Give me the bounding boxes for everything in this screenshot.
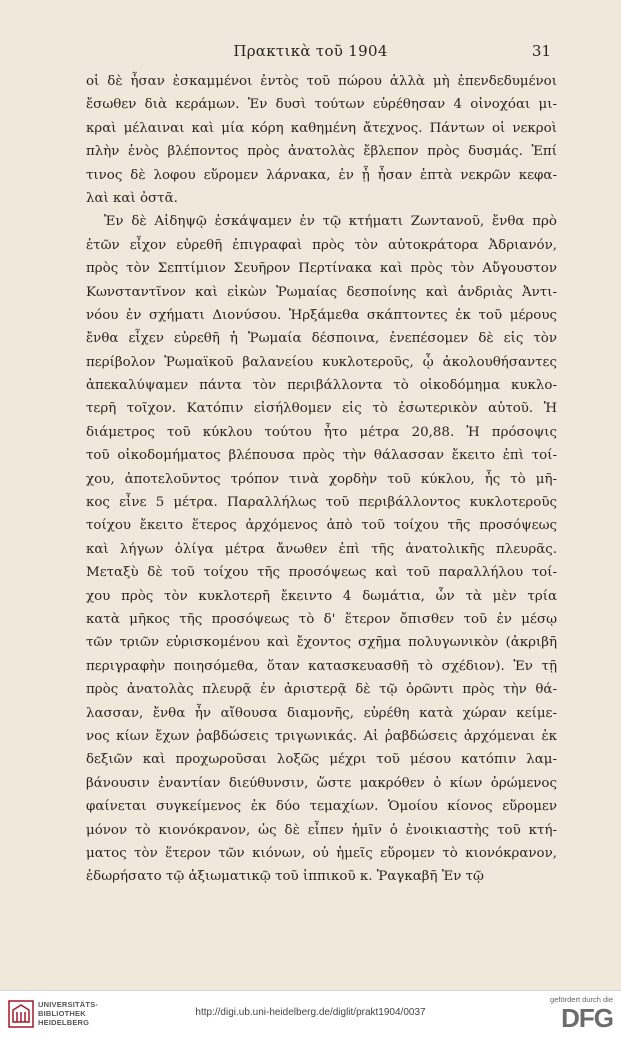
text-line: χου πρὸς τὸν κυκλοτερῆ ἔκειντο 4 δωμάτια, ὧν τὰ μὲν τρία xyxy=(86,588,557,604)
page-number: 31 xyxy=(531,42,551,60)
text-line: ἐτῶν εἶχον εὑρεθῆ ἐπιγραφαὶ πρὸς τὸν αὐτοκράτορα Ἀδριανόν, xyxy=(86,237,557,253)
library-name-line: BIBLIOTHEK xyxy=(38,1009,86,1018)
dfg-caption: gefördert durch die xyxy=(550,995,613,1004)
page-header xyxy=(0,42,621,64)
text-line: χου, ἀποτελοῦντος τρόπον τινὰ χορδὴν τοῦ κύκλου, ἧς τὸ μῆ- xyxy=(86,471,557,487)
source-url-link[interactable]: http://digi.ub.uni-heidelberg.de/diglit/prakt1904/0037 xyxy=(195,1007,426,1018)
text-line: βάνουσιν ἐναντίαν διεύθυνσιν, ὥστε μακρόθεν ὁ κίων ὁρώμενος xyxy=(86,775,557,791)
text-line: πρὸς ἀνατολὰς πλευρᾷ ἐν ἀριστερᾷ δὲ τῷ ὁρῶντι πρὸς τὴν θά- xyxy=(86,682,557,698)
text-line: οἱ δὲ ἦσαν ἐσκαμμένοι ἐντὸς τοῦ πώρου ἀλλὰ μὴ ἐπενδεδυμένοι xyxy=(86,74,557,89)
text-line: Κωνσταντῖνον καὶ εἰκὼν Ῥωμαίας δεσποίνης καὶ ἀνδριὰς Ἀντι- xyxy=(86,284,557,300)
running-title: Πρακτικὰ τοῦ 1904 xyxy=(233,42,388,60)
text-line: Μεταξὺ δὲ τοῦ τοίχου τῆς προσόψεως καὶ τοῦ παραλλήλου τοί- xyxy=(86,565,557,581)
text-line: δεξιῶν καὶ προχωροῦσαι λοξῶς μέχρι τοῦ μέσου κατόπιν λαμ- xyxy=(86,752,557,768)
text-line: μόνον τὸ κιονόκρανον, ὡς δὲ εἶπεν ἡμῖν ὁ ἐνοικιαστὴς τοῦ κτή- xyxy=(86,822,557,838)
text-line: κος εἶνε 5 μέτρα. Παραλλήλως τοῦ περιβάλλοντος κυκλοτεροῦς xyxy=(86,495,557,511)
text-line: φαίνεται συγκείμενος ἐκ δύο τεμαχίων. Ὁμοίου κίονος εὕρομεν xyxy=(86,799,557,815)
text-line: διάμετρος τοῦ κύκλου τούτου ἦτο μέτρα 20,88. Ἡ πρόσοψις xyxy=(86,424,557,440)
text-line: πλὴν ἑνὸς βλέποντος πρὸς ἀνατολὰς ἔβλεπον πρὸς δυσμάς. Ἐπί xyxy=(86,144,557,160)
text-line: τερῆ τοῖχον. Κατόπιν εἰσήλθομεν εἰς τὸ ἐσωτερικὸν αὐτοῦ. Ἡ xyxy=(86,401,557,417)
body-text xyxy=(86,70,557,889)
text-line: ἀπεκαλύψαμεν πάντα τὸν περιβάλλοντα τὸ οἰκοδόμημα κυκλο- xyxy=(86,378,557,394)
dfg-logo: DFG xyxy=(561,1003,613,1033)
text-line: τοῦ οἰκοδομήματος βλέπουσα πρὸς τὴν θάλασσαν ἔκειτο ἐπὶ τοί- xyxy=(86,448,557,464)
library-name-line: HEIDELBERG xyxy=(38,1018,90,1027)
text-line: τῶν τριῶν εὑρισκομένου καὶ ἔχοντος σχῆμα πολυγωνικὸν (ἀκριβῆ xyxy=(86,635,557,651)
text-line: κατὰ μῆκος τῆς προσόψεως τὸ δ' ἕτερον ὄπισθεν τοῦ ἐν μέσῳ xyxy=(86,611,557,627)
text-line: περίβολον Ῥωμαϊκοῦ βαλανείου κυκλοτεροῦς, ᾧ ἀκολουθήσαντες xyxy=(86,354,557,370)
viewer-footer xyxy=(0,990,621,1037)
text-line: καὶ λήγων ὀλίγα μέτρα ἄνωθεν ἐπὶ τῆς ἀνατολικῆς πλευρᾶς. xyxy=(86,541,557,557)
library-name-line: UNIVERSITÄTS- xyxy=(38,1000,99,1009)
text-line: τινος δὲ λοφου εὕρομεν λάρνακα, ἐν ᾗ ἦσαν ἑπτὰ νεκρῶν κεφα- xyxy=(86,167,557,183)
text-line: νος κίων ἔχων ῥαβδώσεις τριγωνικάς. Αἱ ῥαβδώσεις ἀρχόμεναι ἐκ xyxy=(86,728,557,744)
text-line: ἔνθα εἶχεν εὑρεθῆ ἡ Ῥωμαία δέσποινα, ἐνεπέσομεν δὲ εἰς τὸν xyxy=(86,331,557,347)
text-line: ἔσωθεν διὰ κεράμων. Ἐν δυσὶ τούτων εὑρέθησαν 4 οἰνοχόαι μι- xyxy=(86,97,557,113)
text-line: Ἐν δὲ Αἰδηψῷ ἐσκάψαμεν ἐν τῷ κτήματι Ζωντανοῦ, ἔνθα πρὸ xyxy=(104,214,557,230)
text-line: περιγραφὴν ποιησόμεθα, ὅταν κατασκευασθῆ τὸ σχέδιον). Ἐν τῇ xyxy=(86,658,557,674)
text-line: ματος τὸν ἕτερον τῶν κιόνων, οὐ ἡμεῖς εὕρομεν τὸ κιονόκρανον, xyxy=(86,845,557,861)
text-line: τοίχου ἔκειτο ἕτερος ἀρχόμενος ἀπὸ τοῦ τοίχου τῆς προσόψεως xyxy=(86,518,557,534)
text-line: λασσαν, ἔνθα ἦν αἴθουσα διαμονῆς, εὑρέθη κατὰ χώραν κείμε- xyxy=(86,705,557,721)
text-line: κραὶ μέλαιναι καὶ μία κόρη καθημένη ἄτεχνος. Πάντων οἱ νεκροὶ xyxy=(86,120,557,136)
text-line: ἐδωρήσατο τῷ ἀξιωματικῷ τοῦ ἱππικοῦ κ. Ῥαγκαβῆ Ἐν τῷ xyxy=(86,869,484,885)
text-line: πρὸς τὸν Σεπτίμιον Σευῆρον Περτίνακα καὶ πρὸς τὸν Αὔγουστον xyxy=(86,261,557,277)
text-line: λαὶ καὶ ὀστᾶ. xyxy=(86,190,178,206)
text-line: νόου ἐν σχήματι Διονύσου. Ἠρξάμεθα σκάπτοντες ἐκ τοῦ μέρους xyxy=(86,307,557,323)
